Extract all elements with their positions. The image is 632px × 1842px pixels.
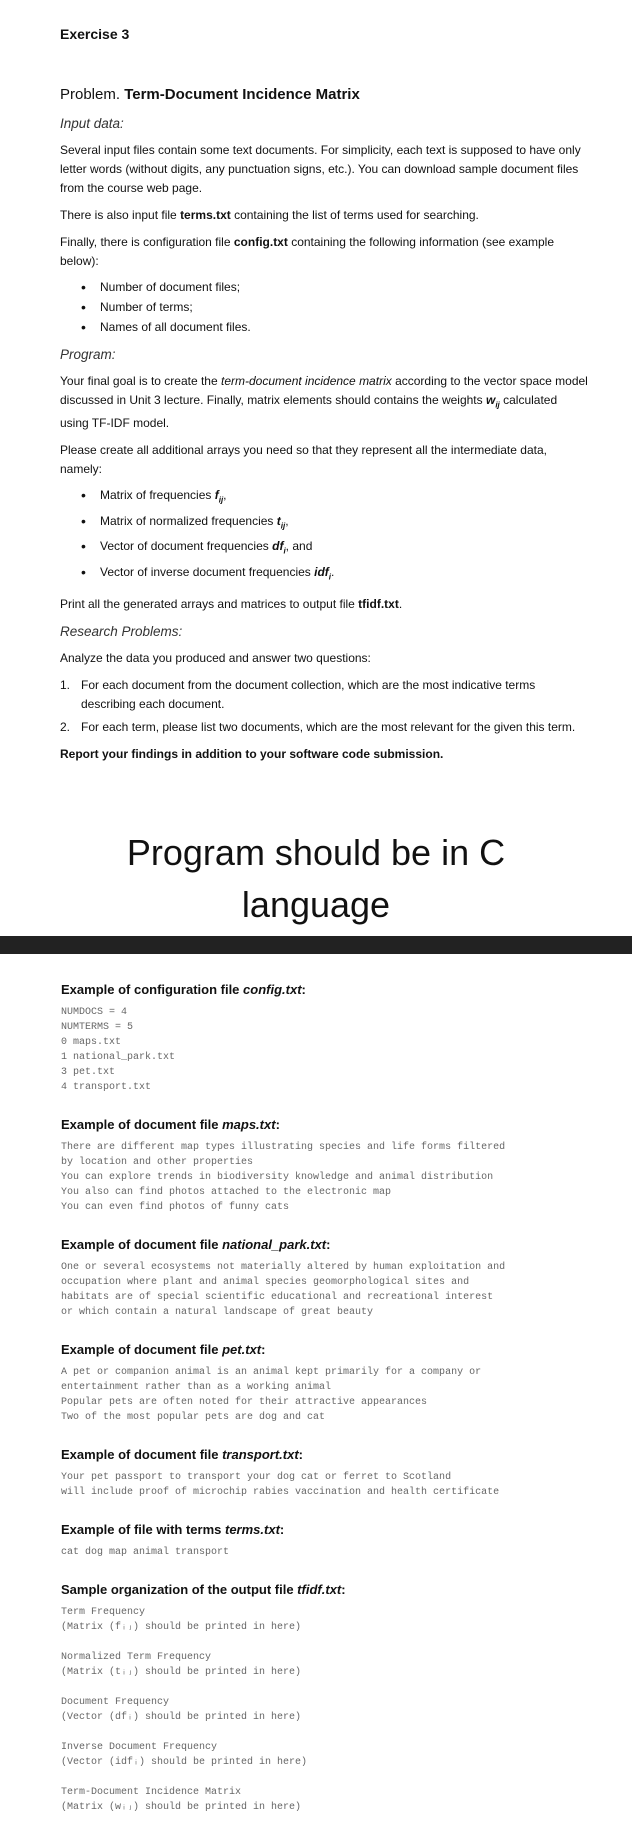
- example-content: [61, 1605, 601, 1815]
- config-paragraph: [60, 233, 588, 271]
- symbol: idf: [314, 564, 329, 579]
- example-heading: [61, 982, 601, 997]
- text: For each document from the document collection, which are the most indicative terms describing each document.: [81, 677, 536, 711]
- filename: pet.txt: [222, 1342, 262, 1357]
- code-line: Document Frequency: [61, 1697, 170, 1708]
- filename: tfidf.txt: [297, 1582, 342, 1597]
- text: Matrix of normalized frequencies: [100, 513, 277, 528]
- exercise-title: Exercise 3: [60, 26, 130, 42]
- text: :: [261, 1342, 266, 1357]
- filename: national_park.txt: [222, 1237, 327, 1252]
- code-line: will include proof of microchip rabies vaccination and health certificate: [61, 1487, 500, 1498]
- example-heading: [61, 1117, 601, 1132]
- list-item: [100, 485, 588, 510]
- code-line: Your pet passport to transport your dog cat or ferret to Scotland: [61, 1472, 452, 1483]
- problem-prefix: Problem.: [60, 86, 121, 103]
- arrays-list: [60, 485, 588, 587]
- text: Matrix of frequencies: [100, 488, 215, 503]
- text: Sample organization of the output file: [61, 1582, 298, 1597]
- text: , and: [285, 539, 313, 554]
- code-line: 4 transport.txt: [61, 1082, 152, 1093]
- code-line: Term Frequency: [61, 1607, 146, 1618]
- subscript: i: [283, 546, 286, 556]
- example-block: [61, 1447, 601, 1500]
- example-content: [61, 1260, 601, 1320]
- text: ,: [223, 488, 227, 503]
- code-line: [61, 1725, 601, 1740]
- code-line: or which contain a natural landscape of great beauty: [61, 1307, 374, 1318]
- code-line: 0 maps.txt: [61, 1037, 122, 1048]
- example-content: [61, 1365, 601, 1425]
- language-banner: [0, 827, 632, 931]
- text: Print all the generated arrays and matrices to output file: [60, 596, 359, 611]
- code-line: (Matrix (tᵢⱼ) should be printed in here): [61, 1667, 302, 1678]
- research-intro: Analyze the data you produced and answer two questions:: [60, 650, 371, 665]
- banner-line: Program should be in C: [126, 832, 506, 873]
- example-content: [61, 1545, 601, 1560]
- input-data-heading: Input data:: [60, 116, 124, 131]
- code-line: habitats are of special scientific educational and recreational interest: [61, 1292, 494, 1303]
- subscript: i: [328, 571, 332, 581]
- list-item: [60, 718, 588, 737]
- list-item: [100, 536, 588, 561]
- code-line: Inverse Document Frequency: [61, 1742, 218, 1753]
- text: There is also input file: [60, 208, 181, 222]
- symbol: t: [276, 513, 281, 528]
- text: Example of document file: [61, 1342, 223, 1357]
- goal-paragraph: [60, 372, 588, 433]
- text: Vector of inverse document frequencies: [100, 564, 315, 579]
- code-line: cat dog map animal transport: [61, 1547, 230, 1558]
- code-line: by location and other properties: [61, 1157, 254, 1168]
- list-item: • Number of document files;: [100, 277, 588, 297]
- config-filename: config.txt: [233, 235, 288, 249]
- text: Your final goal is to create the: [60, 374, 221, 388]
- problem-title: Term-Document Incidence Matrix: [124, 86, 360, 103]
- code-line: [61, 1635, 601, 1650]
- input-paragraph: Several input files contain some text documents. For simplicity, each text is supposed to have only letter words (without digits, any punctuation signs, etc.). You can download sample document files from the course web page.: [60, 143, 581, 195]
- filename: transport.txt: [222, 1447, 299, 1462]
- example-heading: [61, 1522, 601, 1537]
- weight-subscript: ij: [495, 400, 500, 410]
- text: Vector of document frequencies: [100, 539, 273, 554]
- code-line: Term-Document Incidence Matrix: [61, 1787, 242, 1798]
- code-line: There are different map types illustrating species and life forms filtered: [61, 1142, 506, 1153]
- text: ,: [285, 513, 289, 528]
- code-line: Two of the most popular pets are dog and cat: [61, 1412, 326, 1423]
- text: Example of document file: [61, 1447, 223, 1462]
- example-content: [61, 1140, 601, 1215]
- list-item: [60, 676, 588, 714]
- examples-section: [61, 982, 601, 1837]
- example-block: [61, 1582, 601, 1815]
- code-line: (Vector (dfᵢ) should be printed in here): [61, 1712, 302, 1723]
- item-number: 1.: [60, 677, 71, 692]
- list-item: [100, 511, 588, 536]
- questions-list: [60, 676, 588, 737]
- text: Example of document file: [61, 1117, 223, 1132]
- code-line: 3 pet.txt: [61, 1067, 116, 1078]
- code-line: [61, 1680, 601, 1695]
- subscript: ij: [218, 495, 224, 505]
- symbol: f: [214, 488, 219, 503]
- research-heading: Research Problems:: [60, 623, 183, 639]
- text: :: [279, 1522, 285, 1537]
- text: :: [326, 1237, 331, 1252]
- text: according to the vector space model discussed in Unit 3 lecture. Finally, matrix elements should contains the weights: [60, 374, 588, 407]
- example-heading: [61, 1447, 601, 1462]
- text: :: [341, 1582, 346, 1597]
- terms-paragraph: [60, 206, 588, 225]
- code-line: NUMDOCS = 4: [61, 1007, 128, 1018]
- text: calculated using TF-IDF model.: [60, 393, 558, 431]
- example-content: [61, 1005, 601, 1095]
- text: .: [331, 564, 335, 579]
- example-heading: [61, 1342, 601, 1357]
- code-line: One or several ecosystems not materially altered by human exploitation and: [61, 1262, 506, 1273]
- code-line: A pet or companion animal is an animal kept primarily for a company or: [61, 1367, 482, 1378]
- filename: config.txt: [243, 982, 302, 997]
- text: :: [298, 1447, 303, 1462]
- text: Example of document file: [61, 1237, 223, 1252]
- text: .: [398, 596, 403, 611]
- code-line: (Matrix (wᵢⱼ) should be printed in here): [61, 1802, 302, 1813]
- filename: maps.txt: [222, 1117, 276, 1132]
- list-item: • Names of all document files.: [100, 317, 588, 337]
- text: Example of file with terms: [61, 1522, 225, 1537]
- subscript: ij: [280, 521, 286, 531]
- text: containing the following information (see example below):: [60, 235, 555, 268]
- code-line: (Vector (idfᵢ) should be printed in here): [61, 1757, 308, 1768]
- example-content: [61, 1470, 601, 1500]
- code-line: You can even find photos of funny cats: [61, 1202, 290, 1213]
- example-heading: [61, 1582, 601, 1597]
- output-filename: tfidf.txt: [358, 596, 399, 611]
- text: containing the list of terms used for searching.: [230, 208, 479, 222]
- problem-body: [60, 114, 588, 772]
- filename: terms.txt: [225, 1522, 280, 1537]
- program-heading: Program:: [60, 347, 116, 362]
- weight-symbol: w: [485, 393, 496, 407]
- code-line: Normalized Term Frequency: [61, 1652, 212, 1663]
- code-line: Popular pets are often noted for their attractive appearances: [61, 1397, 428, 1408]
- text: For each term, please list two documents, which are the most relevant for the given this term.: [81, 719, 576, 734]
- code-line: You also can find photos attached to the electronic map: [61, 1187, 392, 1198]
- list-item: [100, 562, 588, 587]
- text: :: [301, 982, 306, 997]
- example-block: [61, 982, 601, 1095]
- symbol: df: [272, 539, 284, 554]
- terms-filename: terms.txt: [180, 208, 231, 222]
- code-line: entertainment rather than as a working animal: [61, 1382, 332, 1393]
- code-line: 1 national_park.txt: [61, 1052, 176, 1063]
- example-block: [61, 1237, 601, 1320]
- divider-bar: [0, 936, 632, 954]
- code-line: NUMTERMS = 5: [61, 1022, 134, 1033]
- item-number: 2.: [60, 719, 71, 734]
- arrays-paragraph: Please create all additional arrays you need so that they represent all the intermediate data, namely:: [60, 443, 547, 477]
- config-list: [60, 277, 588, 337]
- text: Finally, there is configuration file: [60, 235, 234, 249]
- example-block: [61, 1117, 601, 1215]
- problem-heading: [60, 86, 360, 103]
- emphasis: term-document incidence matrix: [221, 374, 392, 388]
- code-line: occupation where plant and animal species geomorphological sites and: [61, 1277, 470, 1288]
- text: Example of configuration file: [61, 982, 244, 997]
- code-line: (Matrix (fᵢⱼ) should be printed in here): [61, 1622, 302, 1633]
- print-paragraph: [60, 595, 588, 614]
- example-block: [61, 1342, 601, 1425]
- code-line: You can explore trends in biodiversity knowledge and animal distribution: [61, 1172, 494, 1183]
- banner-line: language: [241, 884, 391, 925]
- code-line: [61, 1770, 601, 1785]
- text: :: [275, 1117, 280, 1132]
- report-note: Report your findings in addition to your software code submission.: [60, 746, 444, 761]
- example-heading: [61, 1237, 601, 1252]
- list-item: • Number of terms;: [100, 297, 588, 317]
- example-block: [61, 1522, 601, 1560]
